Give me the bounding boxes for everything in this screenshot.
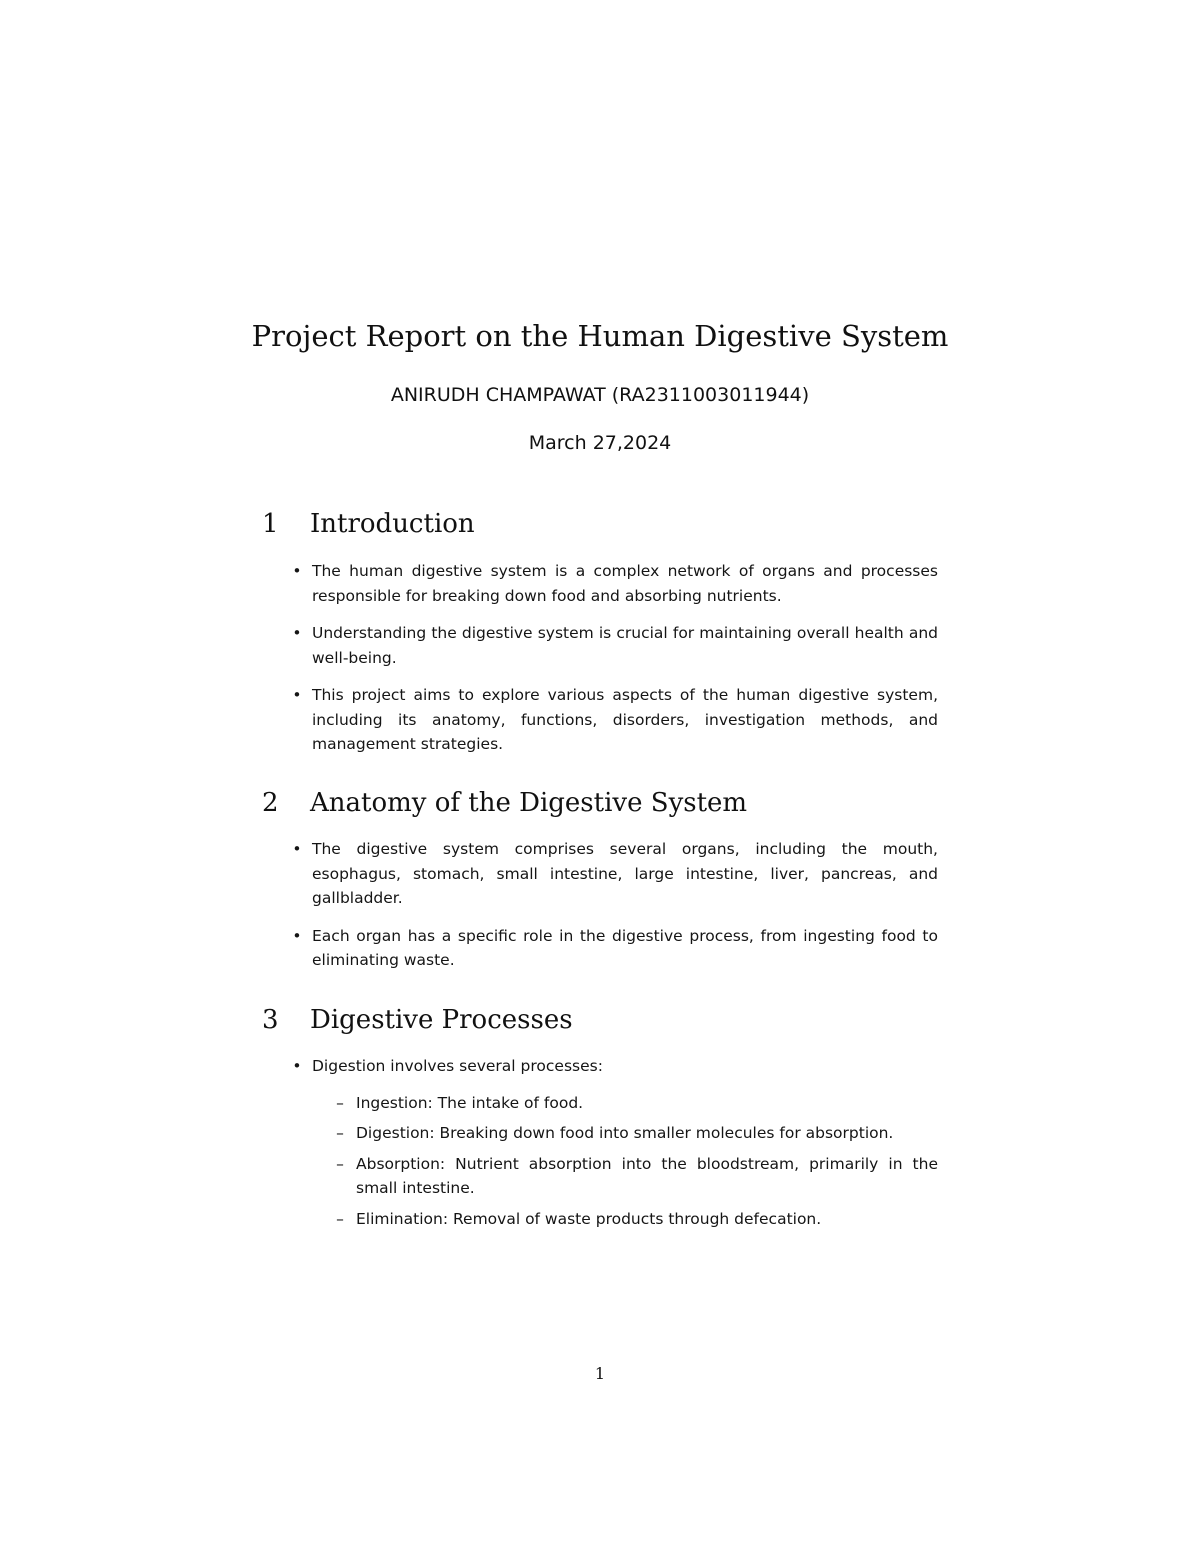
section-number: 1 [262, 509, 279, 539]
list-item [290, 683, 938, 757]
sublist-item [332, 1091, 938, 1116]
page-number: 1 [594, 1364, 606, 1383]
list-item-text: The digestive system comprises several organs, including the mouth, esophagus, stomach, small intestine, large intestine, liver, pancreas, and gallbladder. [312, 840, 938, 907]
bullet-icon: • [292, 840, 302, 858]
list-item [290, 1054, 938, 1231]
list-item-text: Digestion involves several processes: [312, 1057, 603, 1075]
section-title: Introduction [310, 509, 475, 539]
section-heading-digestive-processes [262, 1000, 962, 1040]
dash-icon: – [336, 1124, 344, 1142]
sublist-item-text: Ingestion: The intake of food. [356, 1093, 584, 1112]
sublist-item-text: Elimination: Removal of waste products through defecation. [356, 1209, 822, 1228]
bullet-icon: • [292, 926, 302, 945]
anatomy-list [290, 837, 938, 973]
dash-icon: – [336, 1209, 344, 1228]
bullet-icon: • [292, 624, 302, 642]
sublist-item [332, 1152, 938, 1201]
sublist-item [332, 1121, 938, 1146]
process-sublist [312, 1091, 938, 1232]
section-number: 2 [262, 788, 279, 818]
list-item [290, 924, 938, 973]
bullet-icon: • [292, 562, 302, 580]
digestive-processes-list [290, 1054, 938, 1231]
document-title: Project Report on the Human Digestive System [251, 319, 949, 353]
list-item-text: Each organ has a specific role in the digestive process, from ingesting food to eliminating waste. [312, 926, 938, 969]
sublist-item-text: Absorption: Nutrient absorption into the bloodstream, primarily in the small intestine. [356, 1154, 938, 1197]
list-item-text: This project aims to explore various aspects of the human digestive system, including its anatomy, functions, disorders, investigation methods, and management strategies. [312, 686, 938, 753]
introduction-list [290, 559, 938, 757]
section-title: Digestive Processes [310, 1005, 573, 1035]
bullet-icon: • [292, 1057, 302, 1075]
list-item-text: Understanding the digestive system is crucial for maintaining overall health and well-being. [312, 624, 938, 667]
dash-icon: – [336, 1093, 344, 1112]
sublist-item [332, 1207, 938, 1232]
author-line: ANIRUDH CHAMPAWAT (RA2311003011944) [390, 384, 810, 406]
list-item [290, 837, 938, 911]
section-number: 3 [262, 1005, 279, 1035]
sublist-item-text: Digestion: Breaking down food into smaller molecules for absorption. [356, 1124, 894, 1142]
dash-icon: – [336, 1154, 344, 1173]
section-heading-introduction [262, 504, 962, 544]
document-date: March 27,2024 [528, 432, 672, 454]
list-item [290, 621, 938, 670]
section-heading-anatomy [262, 783, 962, 823]
list-item-text: The human digestive system is a complex network of organs and processes responsible for breaking down food and absorbing nutrients. [312, 562, 938, 605]
list-item [290, 559, 938, 608]
bullet-icon: • [292, 686, 302, 704]
section-title: Anatomy of the Digestive System [310, 788, 748, 818]
